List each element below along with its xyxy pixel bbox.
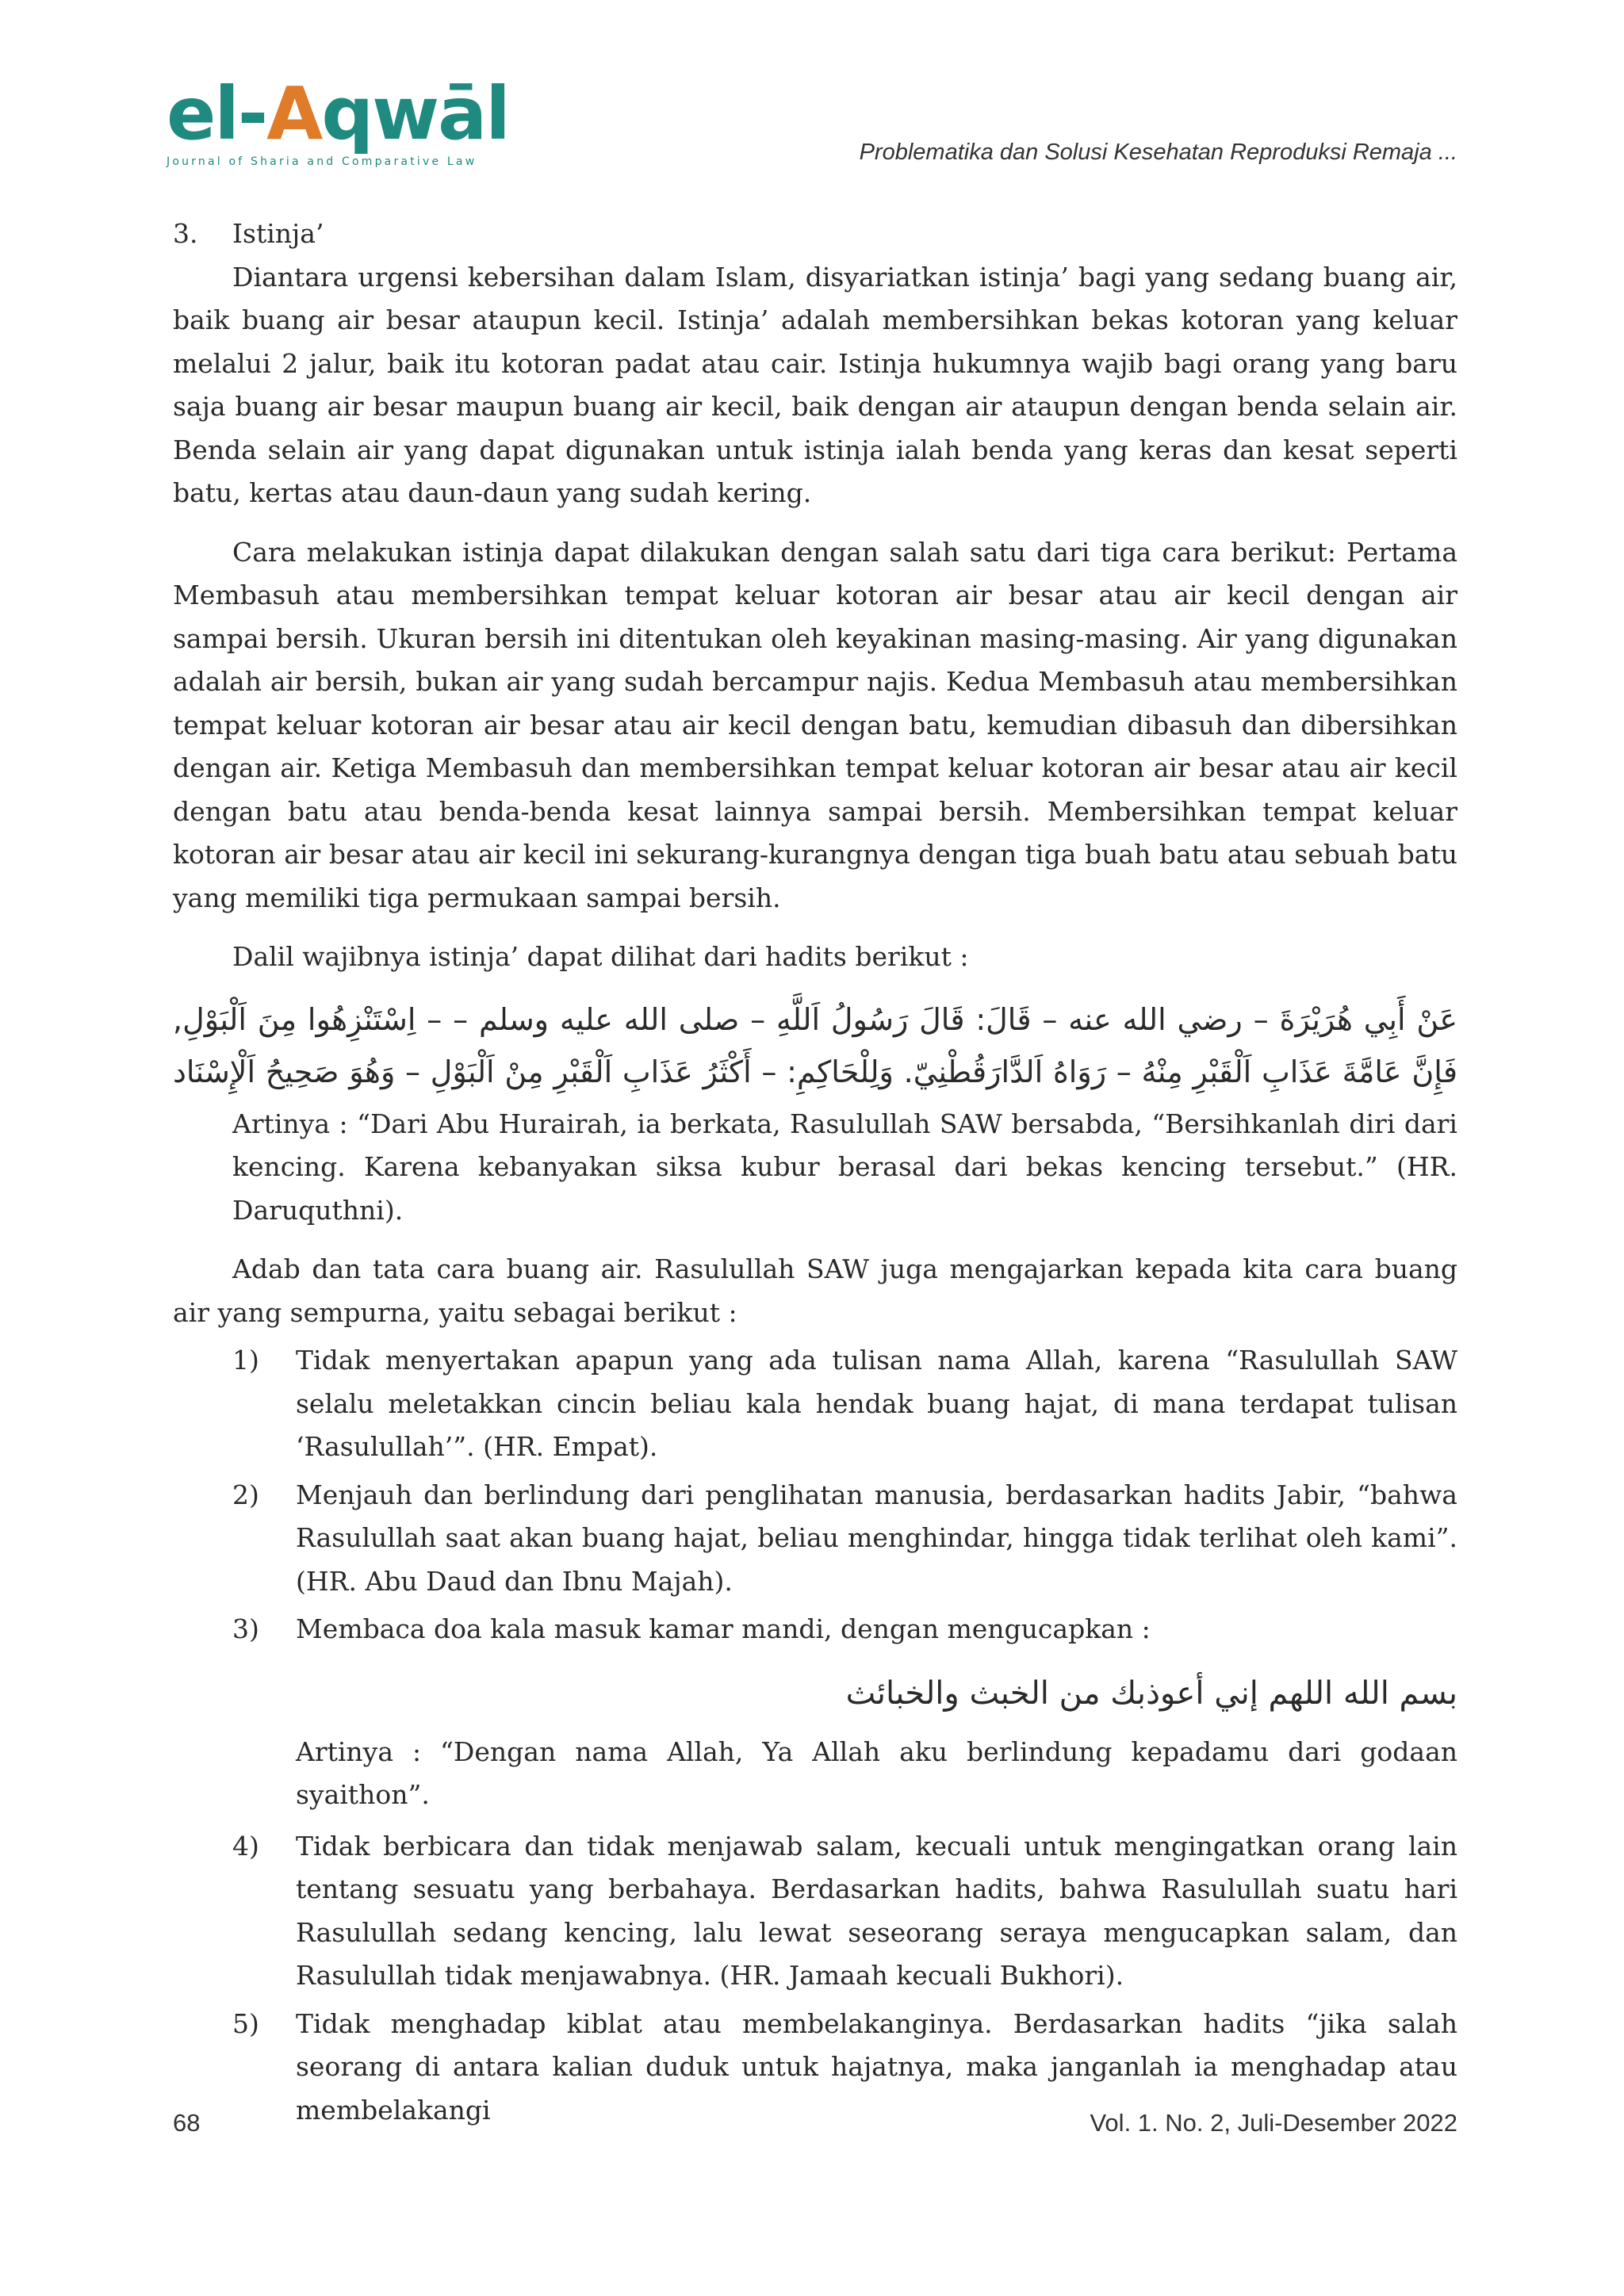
volume-info: Vol. 1. No. 2, Juli-Desember 2022 [1090,2109,1457,2137]
section-title: Istinja’ [232,218,324,249]
prayer-translation: Artinya : “Dengan nama Allah, Ya Allah aku berlindung kepadamu dari godaan syaithon”. [296,1735,1457,1810]
journal-logo [167,71,509,181]
list-item [173,1339,1457,1469]
list-item [173,1608,1457,1651]
adab-list [173,1339,1457,1651]
list-item-text: Tidak menghadap kiblat atau membelakanginya. Berdasarkan hadits “jika salah seorang di antara kalian duduk untuk hajatnya, maka janganlah ia menghadap atau membelakangi [296,2007,1457,2126]
list-item-number: 3) [232,1613,259,1644]
logo-wordmark [167,71,509,156]
list-item-number: 1) [232,1345,259,1376]
logo-subtitle: Journal of Sharia and Comparative Law [167,155,477,168]
running-title: Problematika dan Solusi Kesehatan Reproduksi Remaja ... [859,140,1457,165]
list-item [173,1825,1457,1998]
hadith-arabic: عَنْ أَبِي هُرَيْرَةَ – رضي الله عنه – قَالَ: قَالَ رَسُولُ اَللَّهِ – صلى الله عليه وسلم – – اِسْتَنْزِهُوا مِنَ اَلْبَوْلِ, فَإِنَّ عَامَّةَ عَذَابِ اَلْقَبْرِ مِنْهُ – رَوَاهُ اَلدَّارَقُطْنِيّ. وَلِلْحَاكِمِ: – أَكْثَرُ عَذَابِ اَلْقَبْرِ مِنْ اَلْبَوْلِ – وَهُوَ صَحِيحُ اَلْإِسْنَاد [173,1001,1457,1089]
section-heading [173,212,1457,256]
adab-list-continued [173,1825,1457,2133]
logo-text-accent: A [266,71,322,156]
article-body [173,212,1457,2137]
list-item [173,1474,1457,1604]
list-item-number: 4) [232,1830,259,1862]
logo-text-post: qwāl [321,71,509,156]
page-footer [173,2109,1457,2137]
paragraph-1: Diantara urgensi kebersihan dalam Islam, disyariatkan istinja’ bagi yang sedang buang air, baik buang air besar ataupun kecil. Istinja’ adalah membersihkan bekas kotoran yang keluar melalui 2 jalur, baik itu kotoran padat atau cair. Istinja hukumnya wajib bagi orang yang baru saja buang air besar maupun buang air kecil, baik dengan air ataupun dengan benda selain air. Benda selain air yang dapat digunakan untuk istinja ialah benda yang keras dan kesat seperti batu, kertas atau daun-daun yang sudah kering. [173,261,1457,508]
paragraph-4: Adab dan tata cara buang air. Rasulullah SAW juga mengajarkan kepada kita cara buang air yang sempurna, yaitu sebagai berikut : [173,1253,1457,1328]
list-item-text: Membaca doa kala masuk kamar mandi, dengan mengucapkan : [296,1613,1151,1644]
paragraph-3: Dalil wajibnya istinja’ dapat dilihat dari hadits berikut : [232,941,969,972]
list-item-text: Tidak berbicara dan tidak menjawab salam, kecuali untuk mengingatkan orang lain tentang sesuatu yang berbahaya. Berdasarkan hadits, bahwa Rasulullah suatu hari Rasulullah sedang kencing, lalu lewat seseorang seraya mengucapkan salam, dan Rasulullah tidak menjawabnya. (HR. Jamaah kecuali Bukhori). [296,1830,1457,1991]
prayer-arabic: بسم الله اللهم إني أعوذبك من الخبث والخبائث [845,1674,1457,1712]
page-number: 68 [173,2109,201,2137]
logo-text-pre: el- [167,71,267,156]
hadith-translation: Artinya : “Dari Abu Hurairah, ia berkata, Rasulullah SAW bersabda, “Bersihkanlah diri dari kencing. Karena kebanyakan siksa kubur berasal dari bekas kencing tersebut.” (HR. Daruquthni). [232,1108,1457,1226]
list-item-number: 5) [232,2007,259,2039]
list-item-number: 2) [232,1479,259,1510]
list-item-text: Menjauh dan berlindung dari penglihatan manusia, berdasarkan hadits Jabir, “bahwa Rasulullah saat akan buang hajat, beliau menghindar, hingga tidak terlihat oleh kami”. (HR. Abu Daud dan Ibnu Majah). [296,1479,1457,1597]
list-item-text: Tidak menyertakan apapun yang ada tulisan nama Allah, karena “Rasulullah SAW selalu meletakkan cincin beliau kala hendak buang hajat, di mana terdapat tulisan ‘Rasulullah’”. (HR. Empat). [296,1345,1457,1462]
section-number: 3. [173,218,198,249]
paragraph-2: Cara melakukan istinja dapat dilakukan dengan salah satu dari tiga cara berikut: Pertama Membasuh atau membersihkan tempat keluar kotoran air besar atau air kecil dengan air sampai bersih. Ukuran bersih ini ditentukan oleh keyakinan masing-masing. Air yang digunakan adalah air bersih, bukan air yang sudah bercampur najis. Kedua Membasuh atau membersihkan tempat keluar kotoran air besar atau air kecil dengan batu, kemudian dibasuh dan dibersihkan dengan air. Ketiga Membasuh dan membersihkan tempat keluar kotoran air besar atau air kecil dengan batu atau benda-benda kesat lainnya sampai bersih. Membersihkan tempat keluar kotoran air besar atau air kecil ini sekurang-kurangnya dengan tiga buah batu atau sebuah batu yang memiliki tiga permukaan sampai bersih. [173,536,1457,913]
